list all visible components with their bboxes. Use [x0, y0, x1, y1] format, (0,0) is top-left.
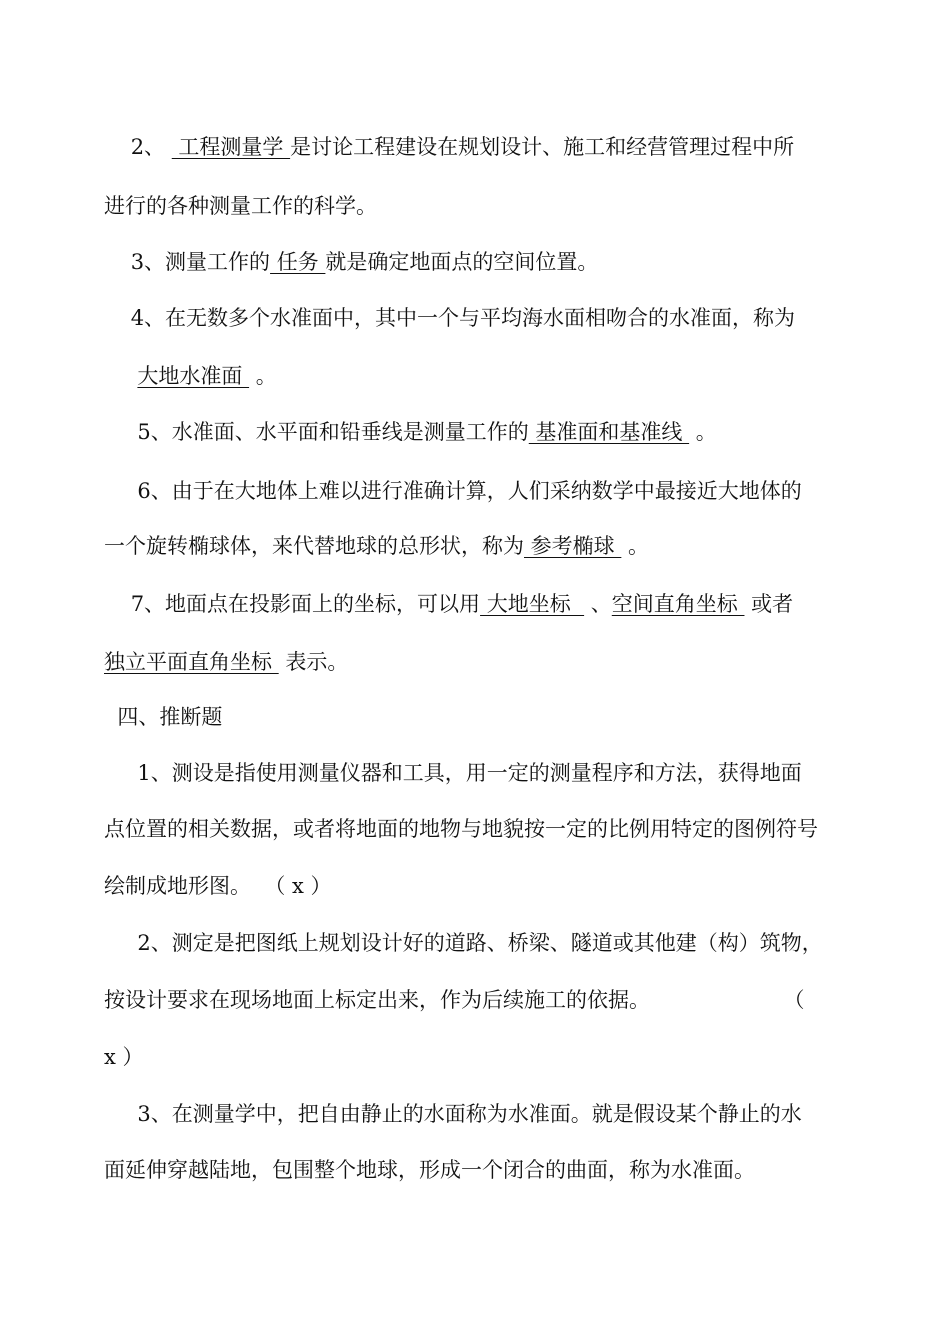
text-segment: 面延伸穿越陆地，包围整个地球，形成一个闭合的曲面，称为水准面。	[104, 1158, 755, 1182]
text-segment: 6、由于在大地体上难以进行准确计算，人们采纳数学中最接近大地体的	[104, 479, 802, 503]
text-line	[104, 1156, 755, 1184]
text-segment: x ）	[104, 1045, 144, 1069]
text-segment: 点位置的相关数据，或者将地面的地物与地貌按一定的比例用特定的图例符号	[104, 817, 818, 841]
text-segment: 4、在无数多个水准面中，其中一个与平均海水面相吻合的水准面，称为	[104, 306, 796, 330]
underlined-answer: 任务	[270, 250, 326, 274]
text-line	[104, 477, 802, 505]
text-segment: 绘制成地形图。 （ x ）	[104, 874, 332, 898]
text-line	[104, 304, 795, 332]
text-line	[104, 986, 805, 1014]
text-segment: 按设计要求在现场地面上标定出来，作为后续施工的依据。 （	[104, 988, 805, 1012]
text-segment: 5、水准面、水平面和铅垂线是测量工作的	[104, 420, 529, 444]
text-segment: 、	[584, 592, 612, 616]
text-line	[104, 590, 793, 618]
section-heading	[104, 703, 222, 731]
text-segment: 四、推断题	[104, 705, 223, 729]
text-line	[104, 648, 348, 676]
underlined-answer: 工程测量学	[171, 135, 291, 159]
text-segment: 或者	[744, 592, 794, 616]
underlined-answer: 参考椭球	[524, 534, 622, 558]
text-line	[104, 1043, 144, 1071]
text-segment: 2、	[104, 135, 172, 159]
text-segment: 。	[689, 420, 717, 444]
text-segment: 。	[621, 534, 650, 558]
underlined-answer: 空间直角坐标	[611, 592, 745, 616]
text-segment: 2、测定是把图纸上规划设计好的道路、桥梁、隧道或其他建（构）筑物，	[104, 931, 823, 955]
text-line	[104, 759, 802, 787]
text-segment: 3、在测量学中，把自由静止的水面称为水准面。就是假设某个静止的水	[104, 1102, 802, 1126]
text-segment: 表示。	[278, 650, 349, 674]
text-line	[104, 192, 377, 220]
text-line	[104, 872, 332, 900]
underlined-answer: 独立平面直角坐标	[104, 650, 279, 674]
text-line	[104, 1100, 802, 1128]
text-segment: 1、测设是指使用测量仪器和工具，用一定的测量程序和方法，获得地面	[104, 761, 802, 785]
text-segment	[104, 364, 137, 388]
text-line	[104, 929, 823, 957]
text-segment: 就是确定地面点的空间位置。	[325, 250, 599, 274]
text-segment: 。	[249, 364, 277, 388]
text-segment: 一个旋转椭球体，来代替地球的总形状，称为	[104, 534, 524, 558]
text-segment: 3、测量工作的	[104, 250, 271, 274]
text-segment: 是讨论工程建设在规划设计、施工和经营管理过程中所	[290, 135, 795, 159]
underlined-answer: 基准面和基准线	[528, 420, 690, 444]
underlined-answer: 大地水准面	[137, 364, 250, 388]
text-line	[104, 532, 649, 560]
text-line	[104, 133, 794, 161]
text-segment: 进行的各种测量工作的科学。	[104, 194, 377, 218]
text-line	[104, 248, 598, 276]
text-line	[104, 815, 818, 843]
text-line	[104, 418, 717, 446]
underlined-answer: 大地坐标	[480, 592, 585, 616]
text-line	[104, 362, 277, 390]
text-segment: 7、地面点在投影面上的坐标，可以用	[104, 592, 481, 616]
